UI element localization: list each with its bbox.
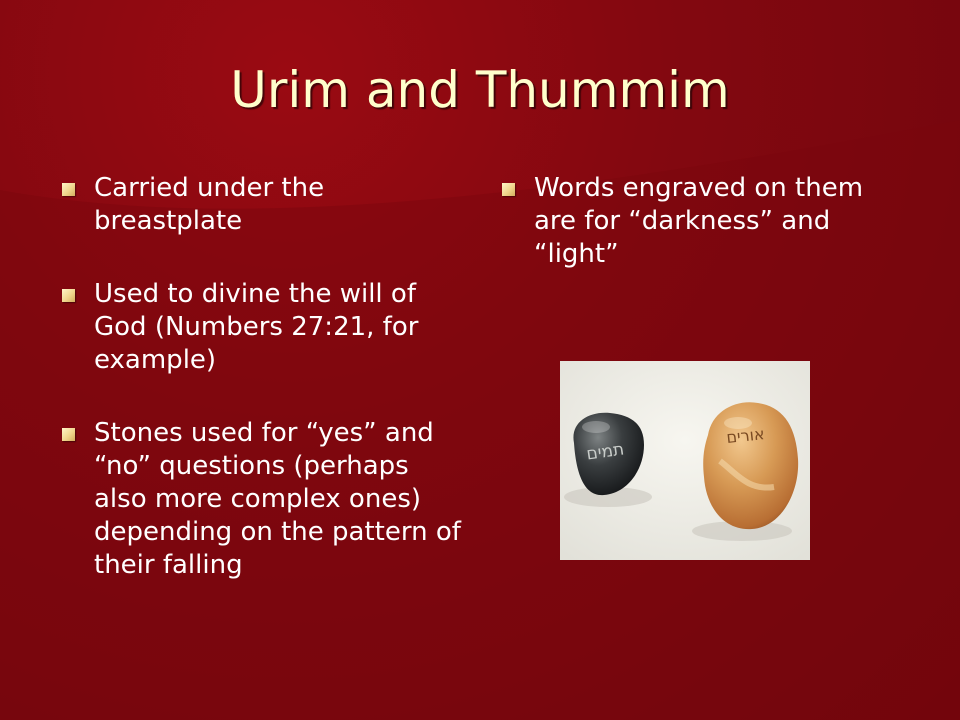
bullet-item	[502, 172, 902, 271]
bullet-item	[62, 417, 462, 582]
bullet-text: Stones used for “yes” and “no” questions (perhaps also more complex ones) depending on the pattern of their falling	[94, 418, 461, 580]
dark-stone-highlight	[582, 421, 610, 433]
square-bullet-icon	[62, 428, 75, 441]
bullet-text: Words engraved on them are for “darkness” and “light”	[534, 173, 864, 269]
urim-inscription: אורים	[725, 424, 766, 447]
left-bullet-list	[62, 172, 462, 582]
square-bullet-icon	[62, 289, 75, 302]
right-bullet-list	[502, 172, 902, 271]
bullet-item	[62, 278, 462, 377]
slide-title: Urim and Thummim	[230, 61, 730, 119]
bullet-item	[62, 172, 462, 238]
stones-photo	[560, 361, 810, 560]
bullet-text: Carried under the breastplate	[94, 173, 325, 236]
bullet-text: Used to divine the will of God (Numbers 27:21, for example)	[94, 279, 419, 375]
square-bullet-icon	[62, 183, 75, 196]
square-bullet-icon	[502, 183, 515, 196]
thummim-inscription: תמים	[585, 439, 626, 465]
